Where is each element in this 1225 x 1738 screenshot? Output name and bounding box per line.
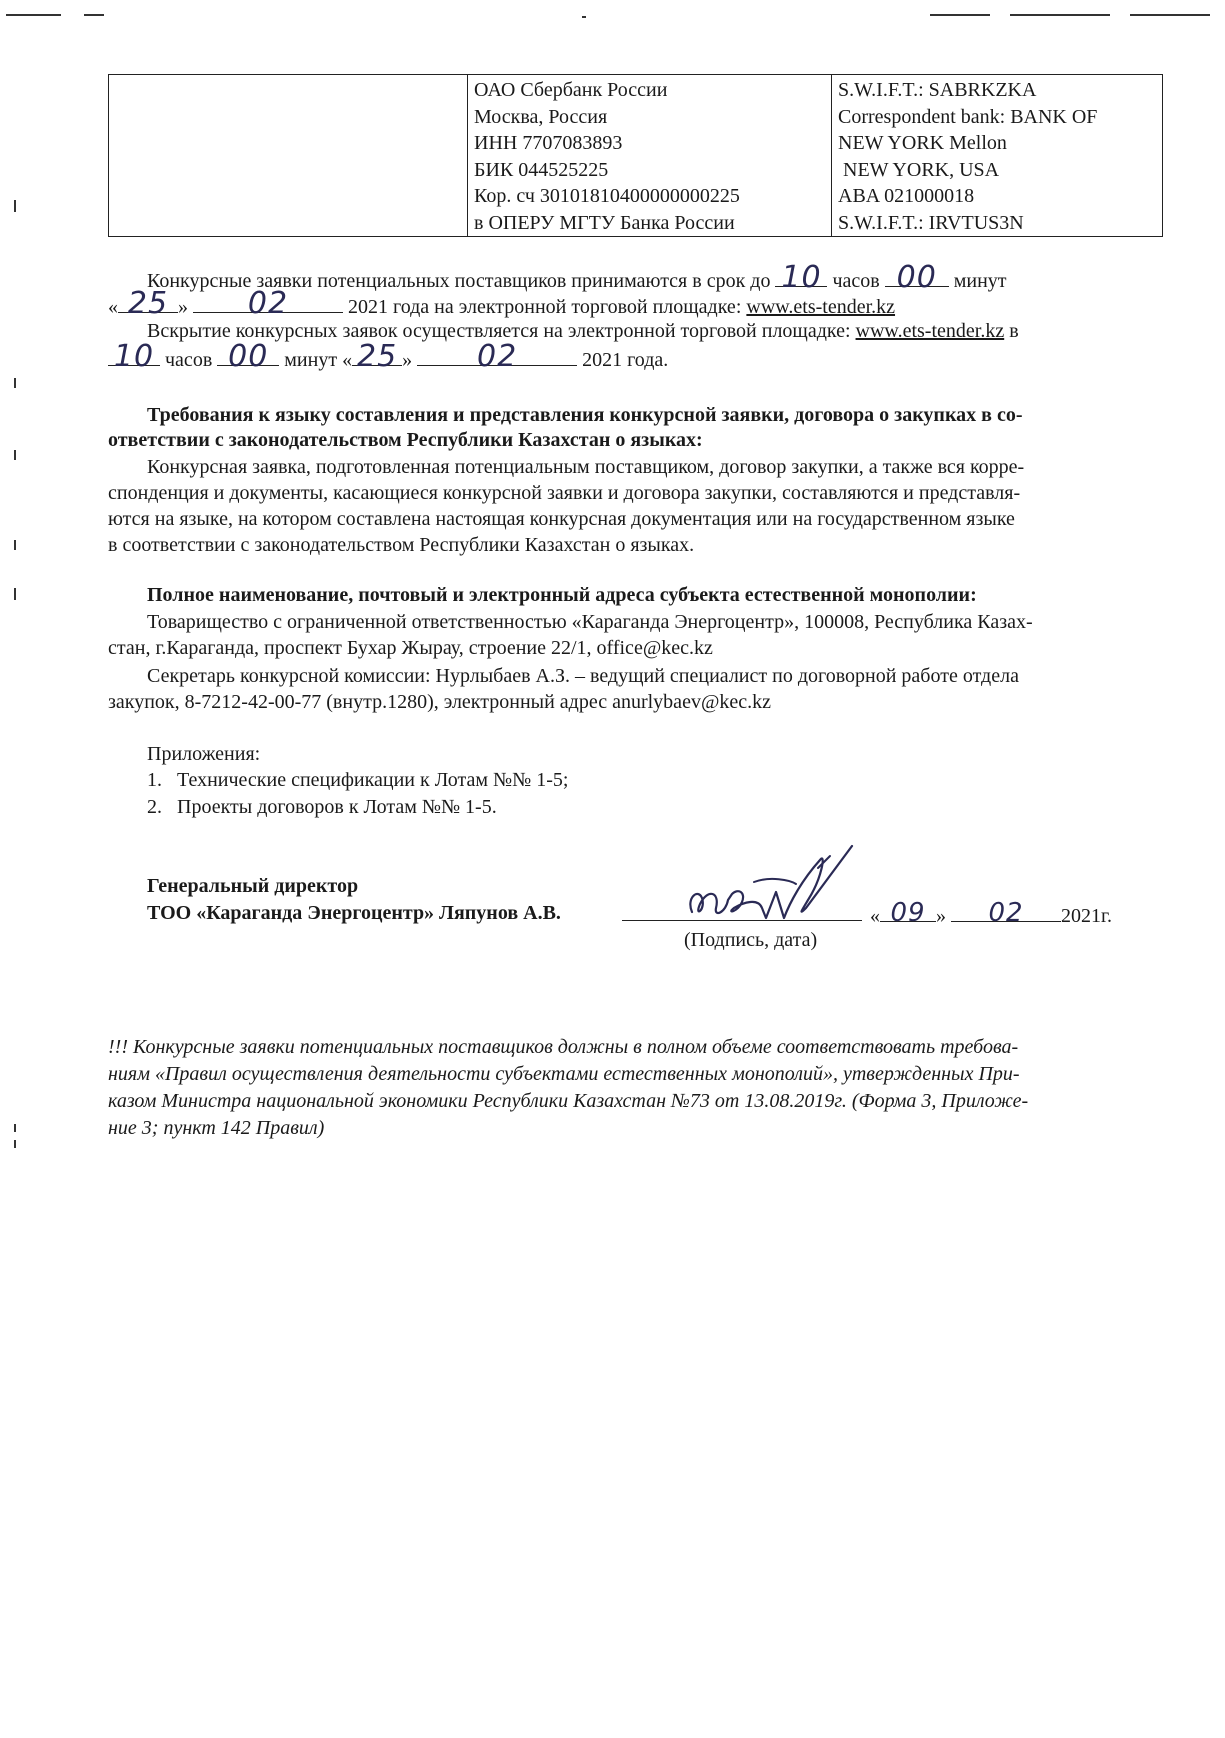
attachments-title: Приложения: — [147, 743, 261, 765]
entity-paragraph-line: Товарищество с ограниченной ответственностью «Караганда Энергоцентр», 100008, Республика Казах- — [147, 611, 1033, 633]
hours-word: часов — [832, 270, 880, 292]
language-paragraph-line: Конкурсная заявка, подготовленная потенциальным поставщиком, договор закупки, а также вся корре- — [147, 456, 1025, 478]
note-line: !!! Конкурсные заявки потенциальных поставщиков должны в полном объеме соответствовать требова- — [108, 1036, 1019, 1058]
ets-tender-link[interactable]: www.ets-tender.kz — [746, 296, 896, 318]
bank-line: Москва, Россия — [474, 105, 608, 128]
handwritten-day: 09 — [890, 898, 926, 928]
handwritten-day: 25 — [127, 286, 169, 321]
bank-line: ОАО Сбербанк России — [474, 79, 668, 101]
bank-table-empty-cell — [109, 75, 468, 236]
attachment-item: 2. Проекты договоров к Лотам №№ 1-5. — [147, 796, 497, 818]
submission-month-field — [193, 286, 343, 321]
signature-day-field — [880, 898, 936, 928]
language-paragraph-line: в соответствии с законодательством Республики Казахстан о языках. — [108, 534, 695, 556]
quote-open: « — [870, 905, 880, 927]
entity-paragraph-line: Секретарь конкурсной комиссии: Нурлыбаев А.З. – ведущий специалист по договорной работе отдела — [147, 665, 1019, 687]
scan-mark — [1010, 14, 1110, 16]
quote-close: » — [936, 905, 946, 927]
submission-year-text: 2021 года на электронной торговой площадке: — [348, 296, 742, 318]
bank-line: ИНН 7707083893 — [474, 132, 623, 154]
opening-text: Вскрытие конкурсных заявок осуществляется на электронной торговой площадке: — [147, 320, 851, 342]
bank-table-russian-bank-cell — [468, 75, 832, 236]
submission-hours-field — [775, 260, 827, 295]
quote-open: « — [108, 296, 118, 318]
handwritten-hours: 10 — [113, 339, 155, 374]
attachment-item: 1. Технические спецификации к Лотам №№ 1-5; — [147, 769, 569, 791]
scan-mark — [582, 16, 586, 18]
note-line: ниям «Правил осуществления деятельности субъектами естественных монополий», утвержденных При- — [108, 1063, 1020, 1085]
signatory-org: ТОО «Караганда Энергоцентр» Ляпунов А.В. — [147, 902, 561, 924]
opening-line-1 — [147, 319, 1019, 343]
submission-line-2 — [108, 286, 896, 321]
handwritten-month: 02 — [247, 286, 289, 321]
signature-date-line — [870, 898, 1112, 928]
bank-table-correspondent-cell — [832, 75, 1162, 236]
note-line: ние 3; пункт 142 Правил) — [108, 1117, 325, 1139]
language-paragraph-line: спонденция и документы, касающиеся конкурсной заявки и договора закупки, составляются и представля- — [108, 482, 1021, 504]
opening-month-field — [417, 339, 577, 374]
bank-line: S.W.I.F.T.: SABRKZKA — [838, 79, 1037, 101]
signature-month-field — [951, 898, 1061, 928]
entity-heading: Полное наименование, почтовый и электронный адреса субъекта естественной монополии: — [147, 584, 977, 606]
scan-mark — [14, 1140, 16, 1148]
handwritten-minutes: 00 — [896, 260, 937, 295]
quote-close: » — [178, 296, 188, 318]
signature-caption: (Подпись, дата) — [684, 929, 818, 951]
language-paragraph-line: ются на языке, на котором составлена настоящая конкурсная документация или на государственном языке — [108, 508, 1015, 530]
signatory-title: Генеральный директор — [147, 875, 359, 897]
handwritten-signature — [680, 838, 880, 928]
opening-in: в — [1009, 320, 1019, 342]
bank-line: Correspondent bank: BANK OF — [838, 105, 1098, 128]
scan-mark — [14, 450, 16, 460]
quote-close: » — [402, 349, 413, 371]
scan-mark — [6, 14, 61, 16]
bank-line: NEW YORK, USA — [838, 158, 1000, 181]
language-heading-2: ответствии с законодательством Республики Казахстан о языках: — [108, 429, 703, 451]
minutes-word: минут — [284, 349, 338, 371]
opening-day-field — [352, 339, 402, 374]
scan-mark — [14, 588, 16, 600]
bank-line: БИК 044525225 — [474, 158, 609, 181]
handwritten-month: 02 — [988, 898, 1024, 928]
opening-hours-field — [108, 339, 160, 374]
minutes-word: минут — [953, 270, 1007, 292]
bank-line: Кор. сч 30101810400000000225 — [474, 185, 740, 207]
quote-open: « — [342, 349, 353, 371]
signature-year: 2021г. — [1061, 905, 1112, 927]
bank-line: ABA 021000018 — [838, 185, 975, 207]
handwritten-day: 25 — [356, 339, 398, 374]
handwritten-month: 02 — [476, 339, 518, 374]
note-line: казом Министра национальной экономики Республики Казахстан №73 от 13.08.2019г. (Форма 3, Приложе- — [108, 1090, 1029, 1112]
scan-mark — [14, 540, 16, 550]
ets-tender-link[interactable]: www.ets-tender.kz — [855, 320, 1005, 342]
scan-mark — [14, 378, 16, 388]
bank-line: S.W.I.F.T.: IRVTUS3N — [838, 211, 1024, 234]
scan-mark — [84, 14, 104, 16]
handwritten-hours: 10 — [781, 260, 822, 295]
bank-line: NEW YORK Mellon — [838, 132, 1007, 154]
bank-details-table — [108, 74, 1163, 237]
entity-paragraph-line: закупок, 8-7212-42-00-77 (внутр.1280), электронный адрес anurlybaev@kec.kz — [108, 691, 771, 713]
opening-minutes-field — [217, 339, 279, 374]
submission-text: Конкурсные заявки потенциальных поставщиков принимаются в срок до — [147, 270, 771, 292]
opening-year-text: 2021 года. — [582, 349, 669, 371]
hours-word: часов — [165, 349, 213, 371]
language-heading-1: Требования к языку составления и представления конкурсной заявки, договора о закупках в со- — [147, 404, 1023, 426]
submission-minutes-field — [885, 260, 949, 295]
scan-mark — [930, 14, 990, 16]
scan-mark — [14, 200, 16, 212]
submission-day-field — [118, 286, 178, 321]
handwritten-minutes: 00 — [228, 339, 269, 374]
entity-paragraph-line: стан, г.Караганда, проспект Бухар Жырау, строение 22/1, office@kec.kz — [108, 637, 713, 659]
bank-line: в ОПЕРУ МГТУ Банка России — [474, 211, 735, 234]
scan-mark — [14, 1124, 16, 1132]
scan-mark — [1130, 14, 1210, 16]
opening-line-2 — [108, 339, 669, 374]
